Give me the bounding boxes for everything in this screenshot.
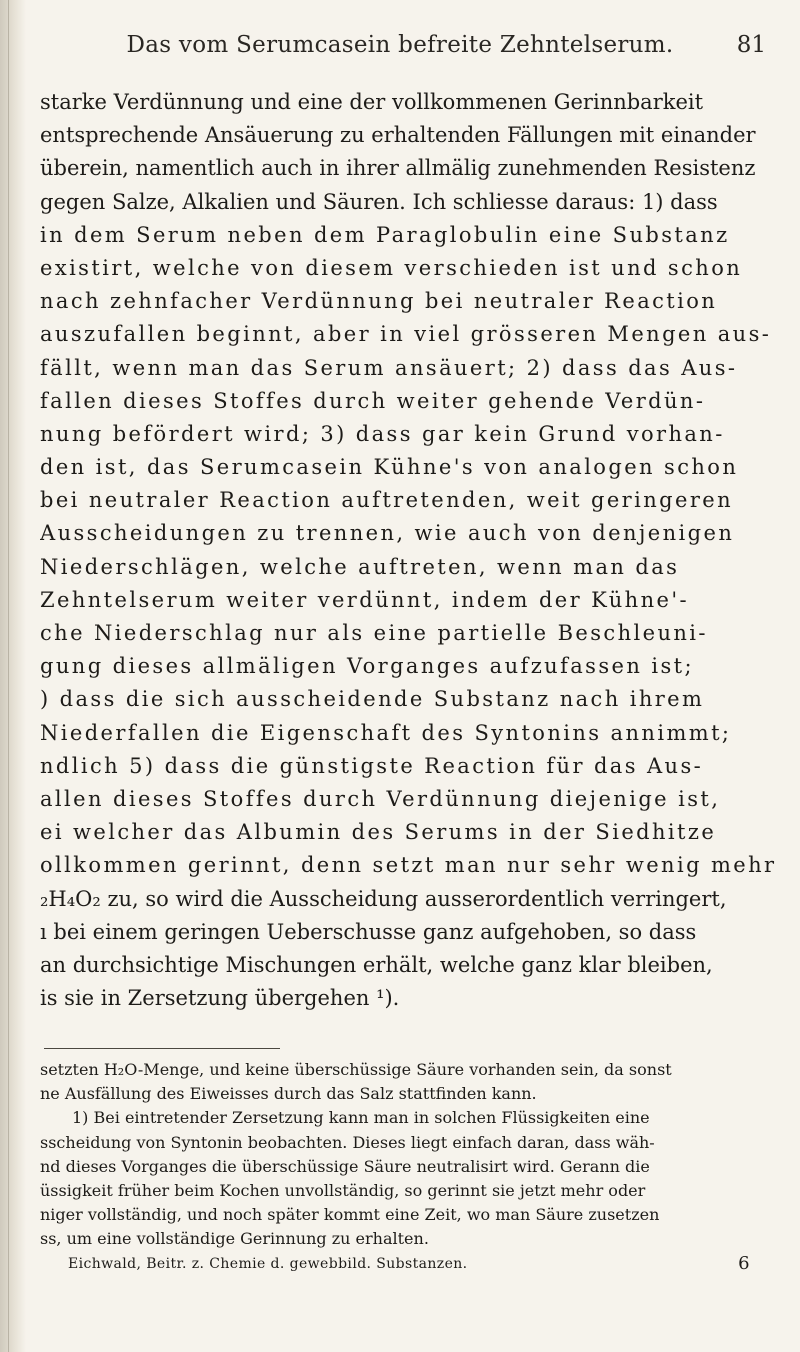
binding-line: [8, 0, 9, 1352]
footnote-line: üssigkeit früher beim Kochen unvollständig, so gerinnt sie jetzt mehr oder: [40, 1180, 646, 1200]
text-line-spaced: ei welcher das Albumin des Serums in der Siedhitze: [40, 820, 717, 845]
text-line-spaced: fällt, wenn man das Serum ansäuert; 2) dass das Aus-: [40, 355, 738, 380]
text-line-spaced: in dem Serum neben dem Paraglobulin eine Substanz: [40, 222, 730, 247]
page-number: 81: [736, 32, 766, 58]
text-line-spaced: nach zehnfacher Verdünnung bei neutraler Reaction: [40, 289, 718, 314]
footnote-line: sscheidung von Syntonin beobachten. Dieses liegt einfach daran, dass wäh-: [40, 1132, 655, 1152]
text-line: gegen Salze, Alkalien und Säuren. Ich schliesse daraus: 1) dass: [40, 189, 718, 214]
text-line-spaced: auszufallen beginnt, aber in viel grösseren Mengen aus-: [40, 322, 772, 347]
text-line: überein, namentlich auch in ihrer allmälig zunehmenden Resistenz: [40, 156, 756, 181]
running-title: Das vom Serumcasein befreite Zehntelserum.: [126, 32, 674, 58]
text-line-spaced: nung befördert wird; 3) dass gar kein Grund vorhan-: [40, 421, 725, 446]
footnote-line: niger vollständig, und noch später kommt eine Zeit, wo man Säure zusetzen: [40, 1205, 660, 1225]
footnote-line: nd dieses Vorganges die überschüssige Säure neutralisirt wird. Gerann die: [40, 1156, 650, 1176]
text-line: starke Verdünnung und eine der vollkommenen Gerinnbarkeit: [40, 90, 704, 114]
text-line-last: is sie in Zersetzung übergehen ¹).: [40, 986, 400, 1011]
text-line: ₂H₄O₂ zu, so wird die Ausscheidung ausserordentlich verringert,: [40, 886, 727, 911]
text-line: entsprechende Ansäuerung zu erhaltenden Fällungen mit einander: [40, 123, 756, 148]
text-line-spaced: existirt, welche von diesem verschieden ist und schon: [40, 255, 743, 280]
footnote-line: ss, um eine vollständige Gerinnung zu erhalten.: [40, 1229, 429, 1249]
footnote-line: 1) Bei eintretender Zersetzung kann man in solchen Flüssigkeiten eine: [72, 1108, 650, 1128]
footnote-line: ne Ausfällung des Eiweisses durch das Salz stattfinden kann.: [40, 1084, 537, 1104]
text-line-spaced: den ist, das Serumcasein Kühne's von analogen schon: [40, 455, 739, 480]
footnote-rule: [44, 1048, 280, 1049]
text-line-spaced: ollkommen gerinnt, denn setzt man nur sehr wenig mehr: [40, 853, 777, 878]
text-line-spaced: fallen dieses Stoffes durch weiter gehende Verdün-: [40, 388, 706, 413]
signature-text: Eichwald, Beitr. z. Chemie d. gewebbild. Substanzen.: [68, 1255, 468, 1272]
signature-line: [40, 1252, 780, 1276]
footnote-line: setzten H₂O-Menge, und keine überschüssige Säure vorhanden sein, da sonst: [40, 1060, 672, 1079]
footnotes: [40, 1058, 780, 1276]
text-line-spaced: ndlich 5) dass die günstigste Reaction für das Aus-: [40, 753, 704, 778]
text-line-spaced: che Niederschlag nur als eine partielle Beschleuni-: [40, 621, 708, 645]
text-line-spaced: ) dass die sich ausscheidende Substanz nach ihrem: [40, 687, 705, 712]
text-line-spaced: Zehntelserum weiter verdünnt, indem der Kühne'-: [40, 587, 690, 612]
text-line-spaced: gung dieses allmäligen Vorganges aufzufassen ist;: [40, 654, 694, 679]
text-line-spaced: Ausscheidungen zu trennen, wie auch von denjenigen: [40, 521, 735, 546]
text-line-spaced: Niederschlägen, welche auftreten, wenn man das: [40, 554, 680, 579]
text-line-spaced: Niederfallen die Eigenschaft des Syntonins annimmt;: [40, 720, 732, 745]
page-header: [0, 32, 800, 62]
text-line-spaced: bei neutraler Reaction auftretenden, weit geringeren: [40, 488, 734, 513]
signature-mark: 6: [738, 1252, 750, 1274]
page-binding-edge: [0, 0, 26, 1352]
text-line: ı bei einem geringen Ueberschusse ganz aufgehoben, so dass: [40, 919, 697, 944]
text-line-spaced: allen dieses Stoffes durch Verdünnung diejenige ist,: [40, 786, 721, 811]
text-line: an durchsichtige Mischungen erhält, welche ganz klar bleiben,: [40, 952, 713, 977]
body-text: [40, 86, 780, 1015]
